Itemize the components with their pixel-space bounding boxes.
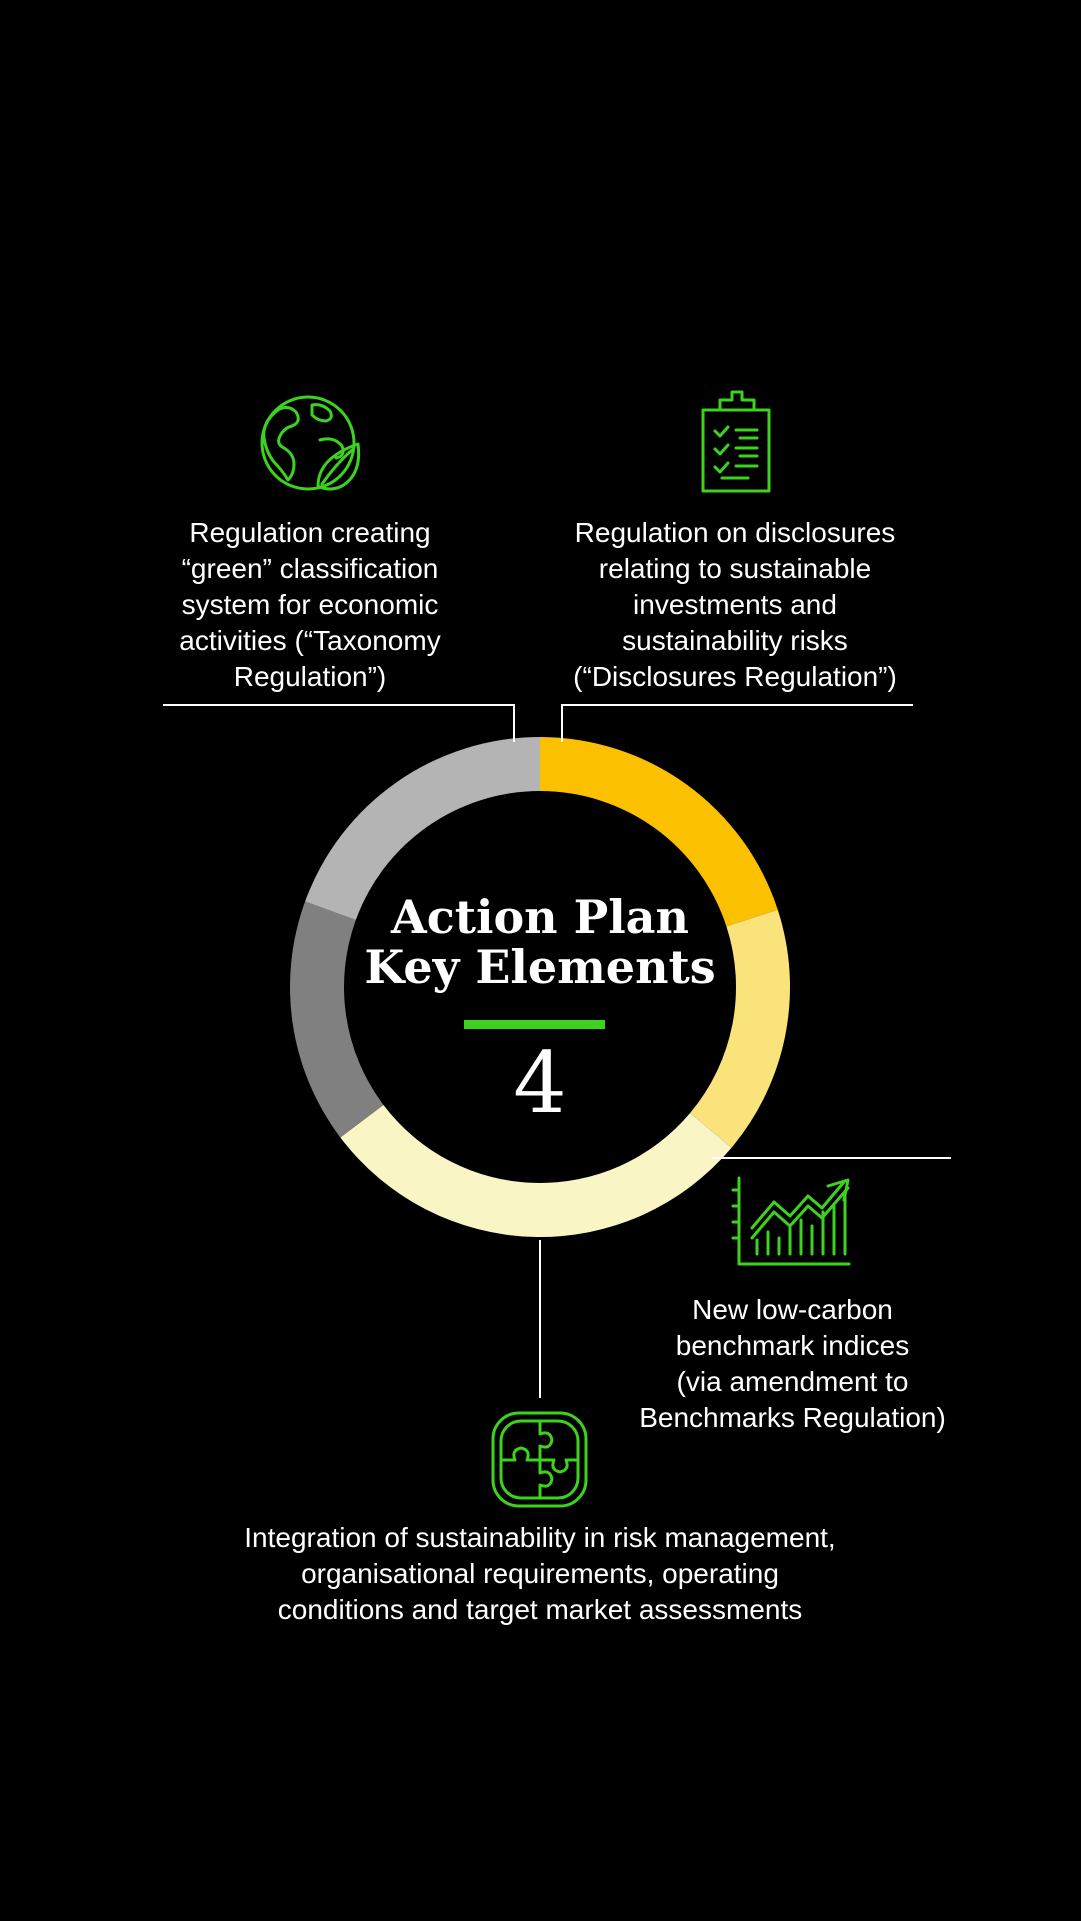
connector-line-disclosures <box>562 705 913 742</box>
title-accent-bar <box>464 1020 605 1029</box>
puzzle-icon <box>493 1413 586 1506</box>
globe-leaf-icon <box>262 397 359 489</box>
benchmark-indices-label: New low-carbon benchmark indices (via amendment to Benchmarks Regulation) <box>639 1294 946 1433</box>
clipboard-checklist-icon <box>703 392 769 491</box>
center-element-count: 4 <box>513 1034 567 1132</box>
connector-line-taxonomy <box>163 705 514 742</box>
risk-integration-label: Integration of sustainability in risk management, organisational requirements, operating conditions and target market assessments <box>244 1522 836 1625</box>
growth-chart-icon <box>733 1178 849 1264</box>
center-title: Action Plan Key Elements <box>364 890 716 994</box>
taxonomy-regulation-label: Regulation creating “green” classification system for economic activities (“Taxonomy Regulation”) <box>179 517 441 692</box>
disclosures-regulation-label: Regulation on disclosures relating to sustainable investments and sustainability risks (“Disclosures Regulation”) <box>573 517 897 692</box>
